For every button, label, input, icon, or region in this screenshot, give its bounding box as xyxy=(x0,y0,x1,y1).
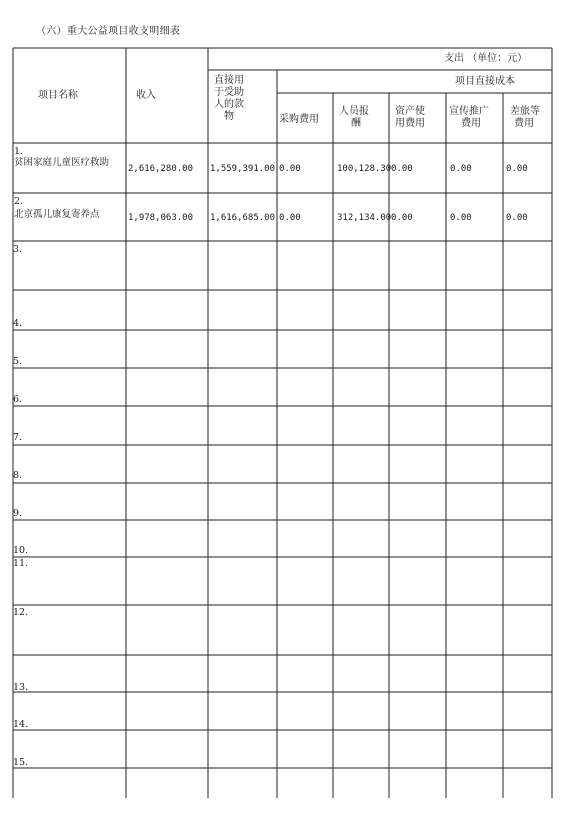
direct-aid-cell: 1,559,391.00 xyxy=(210,164,276,174)
expense-header: 支出 xyxy=(444,53,464,64)
travel-cell: 0.00 xyxy=(506,213,528,223)
row-number: 15. xyxy=(13,757,29,768)
unit-label: （单位：元） xyxy=(467,53,528,64)
direct-aid-header-line-2: 于受助 xyxy=(214,87,244,98)
row-number: 2. xyxy=(14,196,24,207)
direct-aid-header-line-3: 人的款 xyxy=(214,99,244,110)
row-number: 14. xyxy=(13,719,29,730)
income-cell: 2,616,280.00 xyxy=(128,164,194,174)
project-name-header: 项目名称 xyxy=(38,90,78,101)
personnel-cell: 100,128.30 xyxy=(337,164,392,174)
direct-aid-header-line-1: 直接用 xyxy=(214,75,244,86)
travel-cell: 0.00 xyxy=(506,164,528,174)
promotion-header-line-2: 费用 xyxy=(461,118,481,129)
personnel-cell: 312,134.00 xyxy=(337,213,392,223)
row-number: 10. xyxy=(13,545,29,556)
travel-header-line-1: 差旅等 xyxy=(510,106,540,117)
income-cell: 1,978,063.00 xyxy=(128,213,194,223)
direct-aid-cell: 1,616,685.00 xyxy=(210,213,276,223)
direct-cost-header: 项目直接成本 xyxy=(455,76,515,87)
row-number: 3. xyxy=(13,244,23,255)
asset-use-cell: 0.00 xyxy=(391,164,413,174)
asset-use-cell: 0.00 xyxy=(391,213,413,223)
row-number: 13. xyxy=(13,682,29,693)
row-number: 7. xyxy=(13,432,23,443)
promotion-cell: 0.00 xyxy=(450,213,472,223)
procurement-cell: 0.00 xyxy=(279,164,301,174)
row-number: 11. xyxy=(13,558,29,569)
personnel-header-line-2: 酬 xyxy=(351,118,361,129)
project-name: 贫困家庭儿童医疗救助 xyxy=(14,157,110,168)
row-number: 8. xyxy=(13,470,23,481)
procurement-cell: 0.00 xyxy=(279,213,301,223)
direct-aid-header-line-4: 物 xyxy=(224,111,234,122)
row-number: 1. xyxy=(14,146,24,157)
personnel-header-line-1: 人员报 xyxy=(339,106,369,117)
row-number: 5. xyxy=(13,356,23,367)
promotion-header-line-1: 宣传推广 xyxy=(449,106,489,117)
row-number: 4. xyxy=(13,318,23,329)
income-header: 收入 xyxy=(136,90,156,101)
project-name: 北京孤儿康复寄养点 xyxy=(14,209,100,220)
row-number: 6. xyxy=(13,394,23,405)
asset-use-header-line-2: 用费用 xyxy=(395,118,425,129)
row-number: 12. xyxy=(13,607,29,618)
table-title: （六）重大公益项目收支明细表 xyxy=(36,26,181,37)
procurement-header: 采购费用 xyxy=(279,114,319,125)
row-number: 9. xyxy=(13,508,23,519)
promotion-cell: 0.00 xyxy=(450,164,472,174)
travel-header-line-2: 费用 xyxy=(514,118,534,129)
asset-use-header-line-1: 资产使 xyxy=(395,106,425,117)
